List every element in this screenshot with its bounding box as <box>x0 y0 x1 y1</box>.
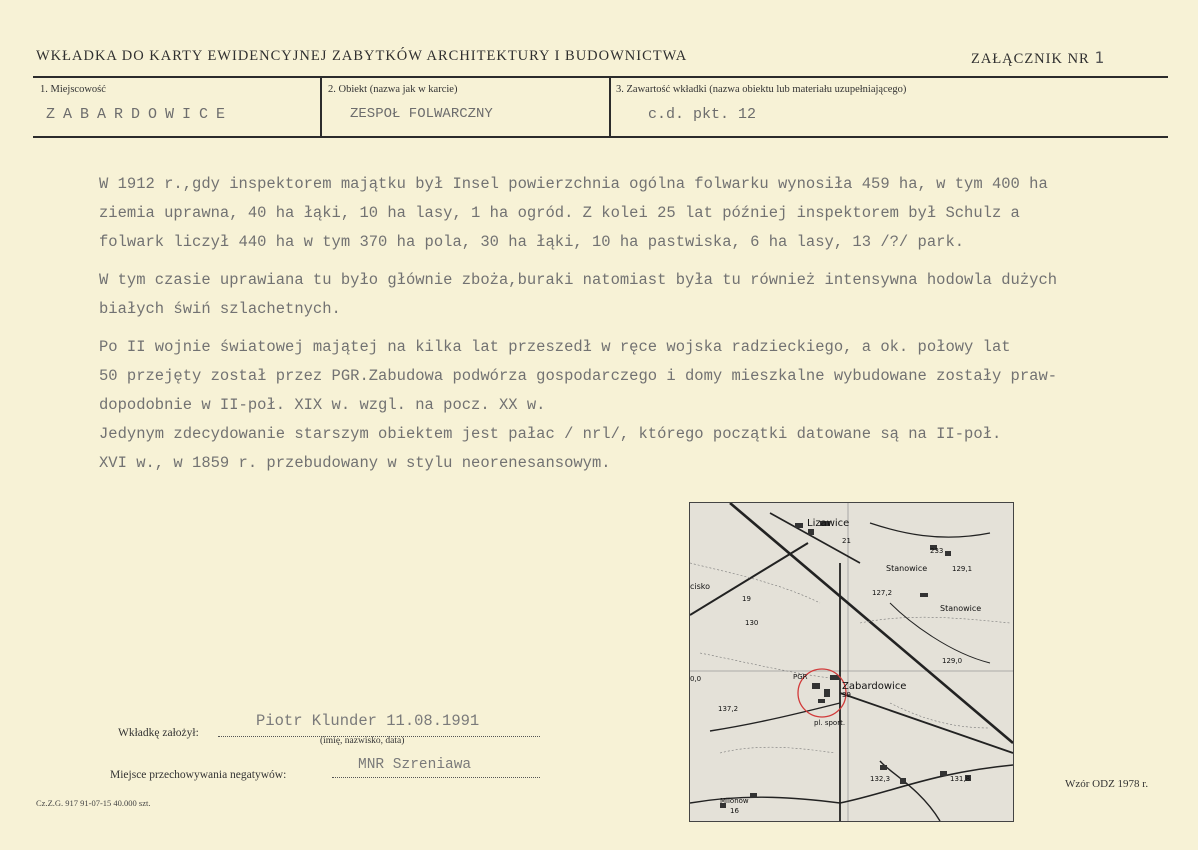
field-locality-value: ZABARDOWICE <box>46 106 234 123</box>
map-label-cisko: cisko <box>690 582 711 591</box>
storage-dotted-line <box>332 777 540 778</box>
map-label-stanowice: Stanowice <box>886 564 928 573</box>
header-top-rule <box>33 76 1168 78</box>
map-label-stanowice: Stanowice <box>940 604 982 613</box>
map-label-height: 131,8 <box>950 775 971 783</box>
field-divider-1 <box>320 78 322 136</box>
field-contents-value: c.d. pkt. 12 <box>648 106 757 123</box>
map-label-lizawice: Lizawice <box>807 518 850 529</box>
field-object-label: 2. Obiekt (nazwa jak w karcie) <box>328 84 458 95</box>
map-label-pgr: PGR <box>793 673 808 681</box>
body-line: W 1912 r.,gdy inspektorem majątku był Insel powierzchnia ogólna folwarku wynosiła 459 ha, w tym 400 ha <box>99 175 1048 193</box>
field-contents-label: 3. Zawartość wkładki (nazwa obiektu lub materiału uzupełniającego) <box>616 84 907 95</box>
storage-label: Miejsce przechowywania negatywów: <box>110 769 287 781</box>
body-line: dopodobnie w II-poł. XIX w. wzgl. na pocz. XX w. <box>99 396 546 414</box>
body-line: ziemia uprawna, 40 ha łąki, 10 ha lasy, 1 ha ogród. Z kolei 25 lat później inspektorem był Schulz a <box>99 204 1020 222</box>
map-label-milonow: Milonów <box>720 797 749 805</box>
annex-value: 1 <box>1094 48 1104 67</box>
header-bottom-rule <box>33 136 1168 138</box>
map-label-height: 19 <box>742 595 751 603</box>
body-line: 50 przejęty został przez PGR.Zabudowa podwórza gospodarczego i domy mieszkalne wybudowane zostały praw- <box>99 367 1058 385</box>
map-label-zabardowice: Zabardowice <box>842 681 907 692</box>
founder-caption: (imię, nazwisko, data) <box>320 736 405 746</box>
storage-value: MNR Szreniawa <box>358 757 472 773</box>
field-object-value: ZESPOŁ FOLWARCZNY <box>350 106 493 122</box>
annex-label: ZAŁĄCZNIK NR <box>971 51 1090 67</box>
map-label-height: 0,0 <box>690 675 702 683</box>
map-label-height: 233 <box>930 547 944 555</box>
body-text <box>99 170 1179 478</box>
map-label-height: 21 <box>842 537 851 545</box>
map-label-sport: pl. sport. <box>814 719 846 727</box>
body-line: białych świń szlachetnych. <box>99 300 341 318</box>
body-line: Po II wojnie światowej majątej na kilka lat przeszedł w ręce wojska radzieckiego, a ok. połowy lat <box>99 338 1011 356</box>
template-id: Wzór ODZ 1978 r. <box>1065 778 1149 790</box>
map-label-height: 127,2 <box>872 589 893 597</box>
map-graphic <box>690 503 1013 821</box>
location-map <box>689 502 1014 822</box>
field-locality-label: 1. Miejscowość <box>40 84 106 95</box>
map-label-height: 129,0 <box>942 657 963 665</box>
form-title: WKŁADKA DO KARTY EWIDENCYJNEJ ZABYTKÓW ARCHITEKTURY I BUDOWNICTWA <box>36 48 688 64</box>
annex-number <box>971 48 1104 68</box>
body-line: W tym czasie uprawiana tu było głównie zboża,buraki natomiast była tu również intensywna hodowla dużych <box>99 271 1058 289</box>
body-line: XVI w., w 1859 r. przebudowany w stylu neorenesansowym. <box>99 454 611 472</box>
map-label-height: 132,3 <box>870 775 891 783</box>
founder-label: Wkładkę założył: <box>118 727 199 739</box>
map-label-height: 137,2 <box>718 705 739 713</box>
field-divider-2 <box>609 78 611 136</box>
map-label-height: 129,1 <box>952 565 973 573</box>
map-label-height: 39 <box>842 691 851 699</box>
map-label-height: 16 <box>730 807 739 815</box>
body-line: Jedynym zdecydowanie starszym obiektem jest pałac / nrl/, którego początki datowane są na II-poł. <box>99 425 1002 443</box>
founder-value: Piotr Klunder 11.08.1991 <box>256 712 480 730</box>
map-label-height: 130 <box>745 619 759 627</box>
print-info: Cz.Z.G. 917 91-07-15 40.000 szt. <box>36 798 151 808</box>
body-line: folwark liczył 440 ha w tym 370 ha pola, 30 ha łąki, 10 ha pastwiska, 6 ha lasy, 13 /?/ park. <box>99 233 965 251</box>
